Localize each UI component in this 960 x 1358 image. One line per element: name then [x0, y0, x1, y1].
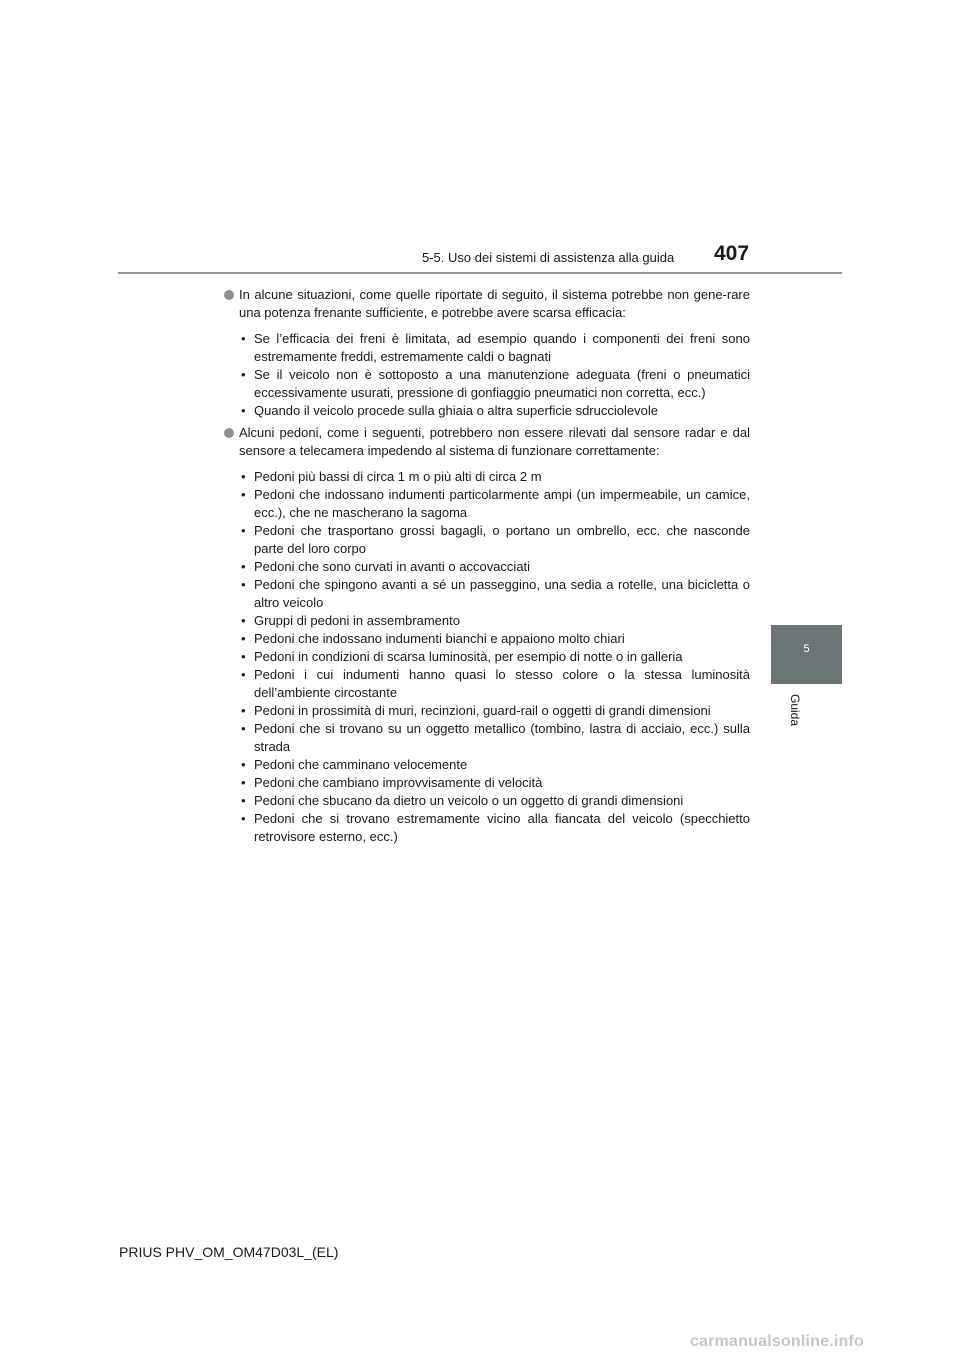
header-divider [118, 272, 842, 274]
list-item: • Pedoni che cambiano improvvisamente di velocità [239, 774, 750, 792]
list-item: • Pedoni che sbucano da dietro un veicolo o un oggetto di grandi dimensioni [239, 792, 750, 810]
chapter-label-text: Guida [788, 693, 802, 727]
watermark: carmanualsonline.info [690, 1333, 865, 1350]
point-pedestrian-detection [222, 424, 750, 460]
point-text: In alcune situazioni, come quelle riportate di seguito, il sistema potrebbe non gene-rare una potenza frenante sufficiente, e potrebbe avere scarsa efficacia: [239, 287, 750, 320]
point-braking-limits [222, 286, 750, 322]
list-item: • Quando il veicolo procede sulla ghiaia o altra superficie sdrucciolevole [239, 402, 750, 420]
document-code: PRIUS PHV_OM_OM47D03L_(EL) [119, 1244, 339, 1260]
chapter-tab [771, 625, 842, 684]
list-item: • Pedoni che si trovano su un oggetto metallico (tombino, lastra di acciaio, ecc.) sulla strada [239, 720, 750, 756]
circle-bullet-icon [224, 290, 234, 300]
chapter-label [781, 688, 809, 732]
list-item: • Pedoni i cui indumenti hanno quasi lo stesso colore o la stessa luminosità dell’ambiente circostante [239, 666, 750, 702]
list-item: • Pedoni che spingono avanti a sé un passeggino, una sedia a rotelle, una bicicletta o altro veicolo [239, 576, 750, 612]
list-item: • Pedoni che camminano velocemente [239, 756, 750, 774]
circle-bullet-icon [224, 428, 234, 438]
list-item: • Pedoni che indossano indumenti bianchi e appaiono molto chiari [239, 630, 750, 648]
list-item: • Gruppi di pedoni in assembramento [239, 612, 750, 630]
list-item: • Pedoni in prossimità di muri, recinzioni, guard-rail o oggetti di grandi dimensioni [239, 702, 750, 720]
page-number: 407 [714, 242, 750, 265]
section-title: 5-5. Uso dei sistemi di assistenza alla guida [422, 250, 675, 265]
main-content [222, 286, 750, 850]
chapter-number: 5 [803, 643, 810, 655]
list-item: • Pedoni più bassi di circa 1 m o più alti di circa 2 m [239, 468, 750, 486]
list-item: • Se l’efficacia dei freni è limitata, ad esempio quando i componenti dei freni sono estremamente freddi, estremamente caldi o bagnati [239, 330, 750, 366]
list-item: • Pedoni in condizioni di scarsa luminosità, per esempio di notte o in galleria [239, 648, 750, 666]
point-text: Alcuni pedoni, come i seguenti, potrebbero non essere rilevati dal sensore radar e dal sensore a telecamera impedendo al sistema di funzionare correttamente: [239, 425, 750, 458]
list-item: • Pedoni che indossano indumenti particolarmente ampi (un impermeabile, un camice, ecc.), che ne mascherano la sagoma [239, 486, 750, 522]
list-item: • Se il veicolo non è sottoposto a una manutenzione adeguata (freni o pneumatici eccessivamente usurati, pressione di gonfiaggio pneumatici non corretta, ecc.) [239, 366, 750, 402]
braking-conditions-list [222, 330, 750, 420]
list-item: • Pedoni che si trovano estremamente vicino alla fiancata del veicolo (specchietto retrovisore esterno, ecc.) [239, 810, 750, 846]
pedestrian-conditions-list [222, 468, 750, 846]
list-item: • Pedoni che trasportano grossi bagagli, o portano un ombrello, ecc. che nasconde parte del loro corpo [239, 522, 750, 558]
list-item: • Pedoni che sono curvati in avanti o accovacciati [239, 558, 750, 576]
